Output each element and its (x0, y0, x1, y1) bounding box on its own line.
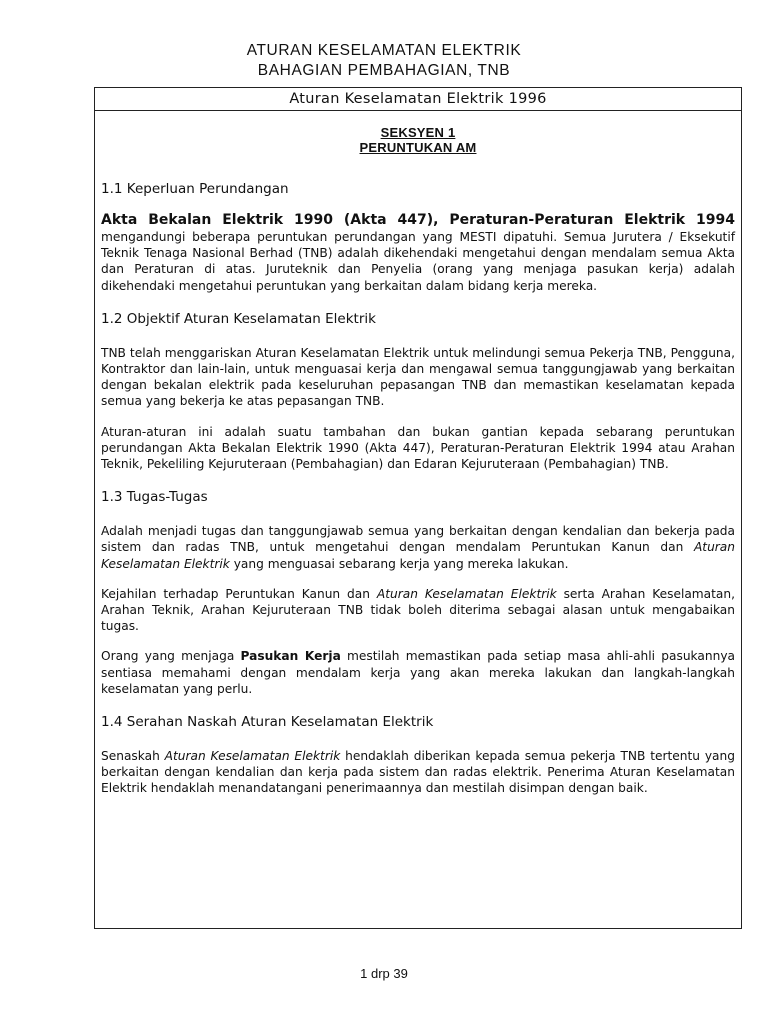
paragraph-1-1-text: mengandungi beberapa peruntukan perundangan yang MESTI dipatuhi. Semua Jurutera / Eksekutif Teknik Tenaga Nasional Berhad (TNB) adalah dikehendaki mengetahui dengan mendalam semua Akta dan Peraturan di atas. Juruteknik dan Penyelia (orang yang menjaga pasukan kerja) adalah dikehendaki mengetahui peruntukan yang berkaitan dalam bidang kerja mereka. (101, 230, 735, 293)
header-title: ATURAN KESELAMATAN ELEKTRIK (246, 42, 522, 59)
content-box (94, 87, 742, 929)
paragraph-1-1 (101, 212, 735, 294)
box-title: Aturan Keselamatan Elektrik 1996 (95, 88, 741, 111)
italic-term: Aturan Keselamatan Elektrik (164, 749, 341, 764)
paragraph-1-2-b: Aturan-aturan ini adalah suatu tambahan dan bukan gantian kepada sebarang peruntukan perundangan Akta Bekalan Elektrik 1990 (Akta 447), Peraturan-Peraturan Elektrik 1994 atau Arahan Teknik, Pekeliling Kejuruteraan (Pembahagian) dan Edaran Kejuruteraan (Pembahagian) TNB. (101, 424, 735, 472)
header-subtitle: BAHAGIAN PEMBAHAGIAN, TNB (257, 62, 511, 79)
paragraph-1-2-a: TNB telah menggariskan Aturan Keselamatan Elektrik untuk melindungi semua Pekerja TNB, Pengguna, Kontraktor dan lain-lain, untuk menguasai kerja dan mengawal semua tanggungjawab yang berkaitan dengan bekalan elektrik pada keseluruhan pepasangan TNB dan memastikan keselamatan kepada semua yang bekerja ke atas pepasangan TNB. (101, 345, 735, 409)
page-number: 1 drp 39 (360, 966, 408, 981)
document-header (0, 41, 768, 81)
section-number: SEKSYEN 1 (380, 125, 456, 140)
section-name: PERUNTUKAN AM (359, 140, 477, 155)
italic-term: Aturan Keselamatan Elektrik (101, 540, 735, 571)
heading-1-4: 1.4 Serahan Naskah Aturan Keselamatan Elektrik (101, 714, 434, 731)
paragraph-1-3-c: Orang yang menjaga Pasukan Kerja mestilah memastikan pada setiap masa ahli-ahli pasukannya sentiasa memahami dengan mendalam kerja yang akan mereka lakukan dan langkah-langkah keselamatan yang perlu. (101, 649, 735, 696)
italic-term: Aturan Keselamatan Elektrik (376, 586, 557, 601)
heading-1-3: 1.3 Tugas-Tugas (101, 489, 208, 506)
paragraph-1-3-a: Adalah menjadi tugas dan tanggungjawab semua yang berkaitan dengan kendalian dan bekerja pada sistem dan radas TNB, untuk mengetahui dengan mendalam Peruntukan Kanun dan Aturan Keselamatan Elektrik yang menguasai sebarang kerja yang mereka lakukan. (101, 524, 735, 571)
paragraph-1-3-b: Kejahilan terhadap Peruntukan Kanun dan Aturan Keselamatan Elektrik serta Arahan Keselamatan, Arahan Teknik, Arahan Kejuruteraan TNB tidak boleh diterima sebagai alasan untuk mengabaikan tugas. (101, 586, 735, 634)
heading-1-1: 1.1 Keperluan Perundangan (101, 181, 289, 197)
paragraph-1-4: Senaskah Aturan Keselamatan Elektrik hendaklah diberikan kepada semua pekerja TNB tertentu yang berkaitan dengan kendalian dan kerja pada sistem dan radas elektrik. Penerima Aturan Keselamatan Elektrik hendaklah menandatangani penerimaannya dan mestilah disimpan dengan baik. (101, 749, 735, 796)
content-body (95, 111, 741, 797)
bold-term: Pasukan Kerja (240, 649, 341, 664)
heading-1-2: 1.2 Objektif Aturan Keselamatan Elektrik (101, 310, 376, 327)
lead-statute: Akta Bekalan Elektrik 1990 (Akta 447), Peraturan-Peraturan Elektrik 1994 (101, 212, 735, 228)
